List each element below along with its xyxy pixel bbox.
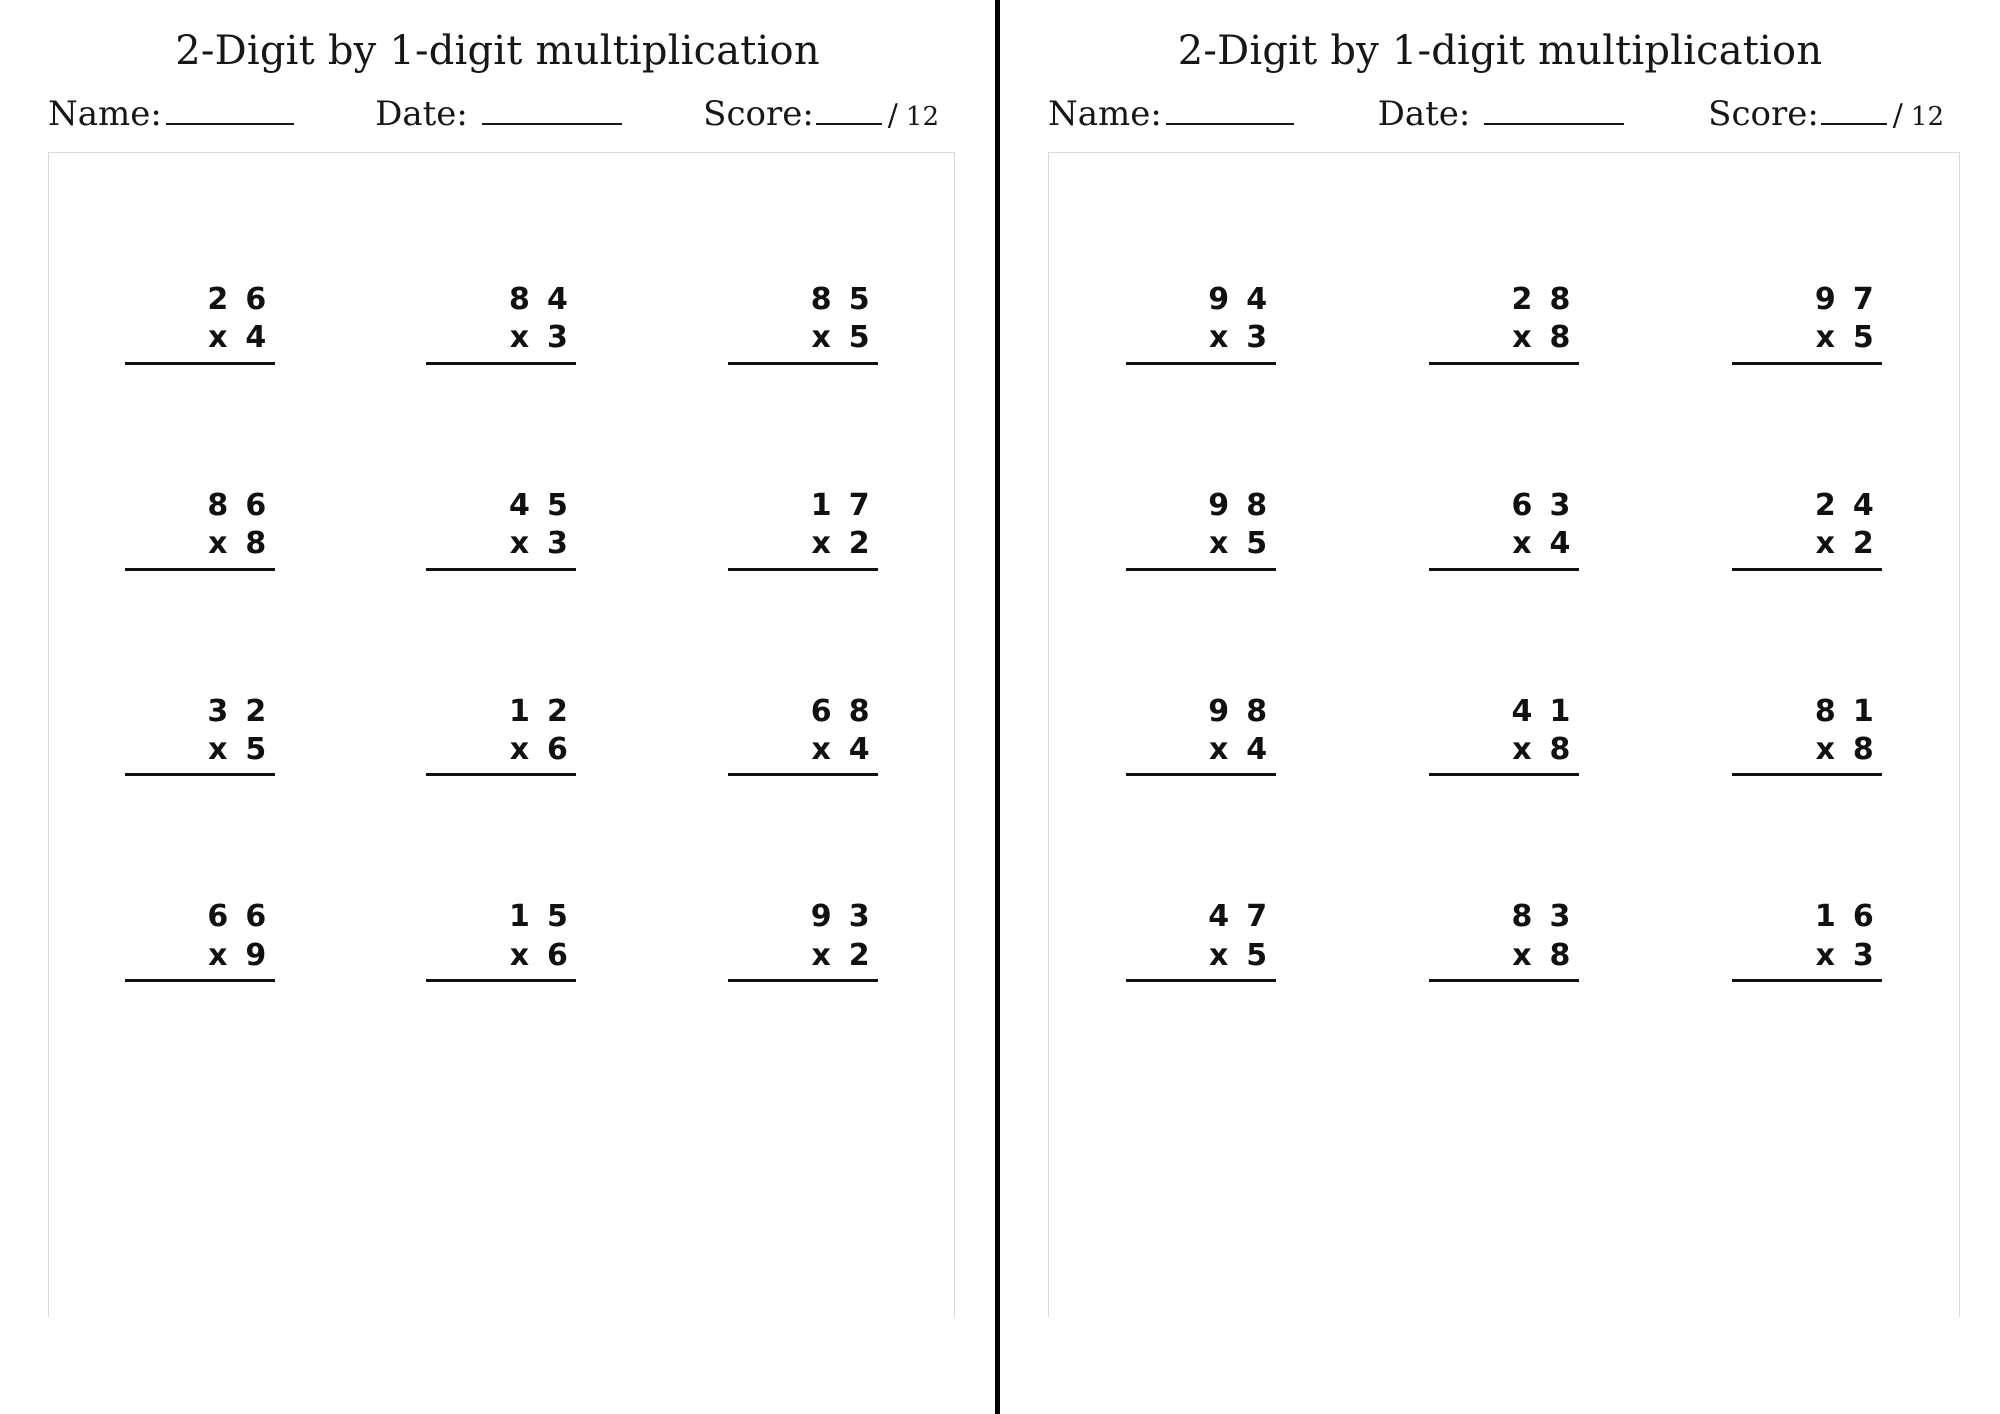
digit-ones: 8 [848,693,870,729]
digit-tens: 8 [1814,693,1836,729]
meta-row [0,74,995,134]
problem-area-right [1048,152,1960,1317]
name-field[interactable] [48,94,294,134]
problem-item [426,898,576,982]
problem-bottom-row [1429,937,1579,982]
problem-bottom-row [1732,731,1882,776]
problem-top-row [426,693,576,731]
problem-top-row [728,281,878,319]
digit-ones: 8 [1246,693,1268,729]
digit-tens: 8 [1511,899,1533,935]
multiply-operator: x [811,320,831,356]
problem-bottom-row [1429,731,1579,776]
date-blank[interactable] [1484,123,1624,125]
digit-ones: 1 [1852,693,1874,729]
digit-tens: 4 [1208,899,1230,935]
problem-top-row [1429,487,1579,525]
score-blank[interactable] [816,123,882,125]
problem-item [125,898,275,982]
multiplier: 3 [547,320,568,356]
multiplier: 3 [1852,937,1874,973]
date-blank[interactable] [482,123,622,125]
multiplier: 5 [1852,320,1874,356]
problem-bottom-row [125,937,275,982]
multiplier: 9 [245,937,267,973]
problem-bottom-row [1429,525,1579,570]
multiplier: 8 [1852,731,1874,767]
problem-item [1732,281,1882,365]
digit-tens: 6 [207,899,229,935]
digit-tens: 8 [509,282,530,317]
digit-tens: 1 [509,899,530,935]
problem-item [728,281,878,365]
problem-top-row [728,898,878,936]
multiply-operator: x [1512,731,1532,767]
problem-top-row [1732,898,1882,936]
problem-bottom-row [1126,319,1276,364]
problem-top-row [728,487,878,525]
digit-ones: 6 [245,282,267,317]
score-slash: / [887,98,898,133]
name-label: Name: [1048,94,1162,134]
problem-bottom-row [426,731,576,776]
multiply-operator: x [1208,731,1229,767]
digit-tens: 4 [509,487,530,523]
problem-item [1126,898,1276,982]
problem-top-row [1126,487,1276,525]
multiplier: 4 [1549,526,1571,562]
problem-bottom-row [426,319,576,364]
multiply-operator: x [1815,526,1835,562]
multiply-operator: x [1208,937,1229,973]
digit-tens: 9 [810,899,832,935]
problem-grid-left [49,281,954,982]
problem-area-left [48,152,955,1317]
multiplier: 8 [1549,320,1571,356]
digit-ones: 2 [547,693,568,729]
score-label: Score: [1708,94,1819,134]
digit-ones: 7 [848,487,870,523]
multiply-operator: x [1512,320,1532,356]
multiplier: 2 [848,937,870,973]
digit-tens: 9 [1208,487,1230,523]
score-total: 12 [1910,102,1944,132]
multiply-operator: x [811,526,831,562]
multiplier: 2 [848,526,870,562]
multiply-operator: x [1208,320,1229,356]
digit-tens: 1 [509,693,530,729]
name-label: Name: [48,94,162,134]
digit-ones: 4 [1246,282,1268,317]
problem-top-row [1732,281,1882,319]
multiply-operator: x [1815,320,1835,356]
problem-bottom-row [125,319,275,364]
multiply-operator: x [208,526,228,562]
date-field[interactable] [375,94,622,134]
multiplier: 4 [245,320,267,356]
digit-ones: 8 [1549,282,1571,317]
multiplier: 4 [848,731,870,767]
problem-top-row [1126,898,1276,936]
digit-tens: 1 [1814,899,1836,935]
problem-item [1126,281,1276,365]
problem-bottom-row [1732,319,1882,364]
page-title: 2-Digit by 1-digit multiplication [1177,28,1823,74]
digit-tens: 9 [1814,282,1836,317]
problem-top-row [1732,693,1882,731]
multiply-operator: x [509,320,530,356]
problem-top-row [125,281,275,319]
problem-item [728,487,878,571]
digit-ones: 6 [1852,899,1874,935]
digit-tens: 8 [207,487,229,523]
problem-bottom-row [728,525,878,570]
multiply-operator: x [208,731,228,767]
multiplier: 5 [1246,526,1268,562]
multiply-operator: x [1815,937,1835,973]
problem-item [1429,693,1579,777]
digit-ones: 3 [1549,899,1571,935]
score-label: Score: [703,94,814,134]
problem-bottom-row [426,525,576,570]
problem-item [728,693,878,777]
multiplier: 2 [1852,526,1874,562]
problem-top-row [1732,487,1882,525]
digit-ones: 3 [1549,487,1571,523]
digit-ones: 4 [1852,487,1874,523]
multiplier: 8 [1549,937,1571,973]
problem-top-row [426,281,576,319]
date-label: Date: [375,94,468,134]
multiplier: 4 [1246,731,1268,767]
multiply-operator: x [509,731,530,767]
multiplier: 5 [245,731,267,767]
digit-ones: 3 [848,899,870,935]
digit-ones: 5 [547,899,568,935]
problem-item [426,281,576,365]
score-field[interactable] [1708,94,1944,134]
multiplier: 3 [1246,320,1268,356]
problem-top-row [1429,898,1579,936]
date-label: Date: [1377,94,1471,134]
problem-item [426,487,576,571]
problem-bottom-row [728,319,878,364]
multiply-operator: x [811,731,831,767]
digit-tens: 2 [1511,282,1533,317]
digit-ones: 6 [245,487,267,523]
digit-ones: 5 [547,487,568,523]
problem-item [1126,693,1276,777]
problem-top-row [426,487,576,525]
problem-item [1732,693,1882,777]
problem-top-row [1126,281,1276,319]
problem-top-row [426,898,576,936]
score-slash: / [1892,98,1903,133]
multiply-operator: x [208,320,228,356]
problem-bottom-row [1429,319,1579,364]
problem-item [125,281,275,365]
problem-bottom-row [1126,525,1276,570]
digit-ones: 7 [1852,282,1874,317]
multiply-operator: x [811,937,831,973]
multiplier: 8 [245,526,267,562]
digit-tens: 9 [1208,282,1230,317]
digit-ones: 7 [1246,899,1268,935]
problem-top-row [125,487,275,525]
score-blank[interactable] [1821,123,1887,125]
problem-top-row [125,693,275,731]
problem-item [1732,487,1882,571]
multiply-operator: x [208,937,228,973]
digit-ones: 4 [547,282,568,317]
problem-bottom-row [728,731,878,776]
multiplier: 5 [1246,937,1268,973]
problem-top-row [1126,693,1276,731]
problem-bottom-row [1126,937,1276,982]
multiply-operator: x [1512,526,1532,562]
digit-ones: 2 [245,693,267,729]
problem-item [426,693,576,777]
digit-tens: 9 [1208,693,1230,729]
multiply-operator: x [509,526,530,562]
digit-tens: 1 [810,487,832,523]
problem-item [1429,898,1579,982]
problem-bottom-row [426,937,576,982]
problem-item [1126,487,1276,571]
score-field[interactable] [703,94,939,134]
meta-row [1000,74,2000,134]
problem-top-row [125,898,275,936]
multiplier: 5 [848,320,870,356]
digit-tens: 8 [810,282,832,317]
name-blank[interactable] [166,123,294,125]
digit-tens: 2 [1814,487,1836,523]
problem-item [1732,898,1882,982]
problem-bottom-row [1732,525,1882,570]
digit-tens: 6 [810,693,832,729]
digit-tens: 4 [1511,693,1533,729]
problem-item [1429,281,1579,365]
digit-ones: 8 [1246,487,1268,523]
multiply-operator: x [1208,526,1229,562]
problem-item [1429,487,1579,571]
worksheet-right [1000,0,2000,1414]
problem-bottom-row [1126,731,1276,776]
problem-item [728,898,878,982]
digit-tens: 3 [207,693,229,729]
multiplier: 8 [1549,731,1571,767]
digit-tens: 2 [207,282,229,317]
date-field[interactable] [1378,94,1625,134]
problem-bottom-row [1732,937,1882,982]
digit-ones: 6 [245,899,267,935]
name-field[interactable] [1048,94,1294,134]
problem-top-row [1429,693,1579,731]
digit-ones: 1 [1549,693,1571,729]
multiplier: 6 [547,731,568,767]
multiplier: 6 [547,937,568,973]
problem-bottom-row [728,937,878,982]
problem-item [125,487,275,571]
digit-ones: 5 [848,282,870,317]
digit-tens: 6 [1511,487,1533,523]
problem-item [125,693,275,777]
problem-top-row [728,693,878,731]
multiply-operator: x [1815,731,1835,767]
problem-bottom-row [125,525,275,570]
multiply-operator: x [509,937,530,973]
name-blank[interactable] [1166,123,1294,125]
multiplier: 3 [547,526,568,562]
problem-grid-right [1049,281,1959,982]
score-total: 12 [905,102,939,132]
page-title: 2-Digit by 1-digit multiplication [175,28,820,74]
problem-top-row [1429,281,1579,319]
problem-bottom-row [125,731,275,776]
multiply-operator: x [1512,937,1532,973]
